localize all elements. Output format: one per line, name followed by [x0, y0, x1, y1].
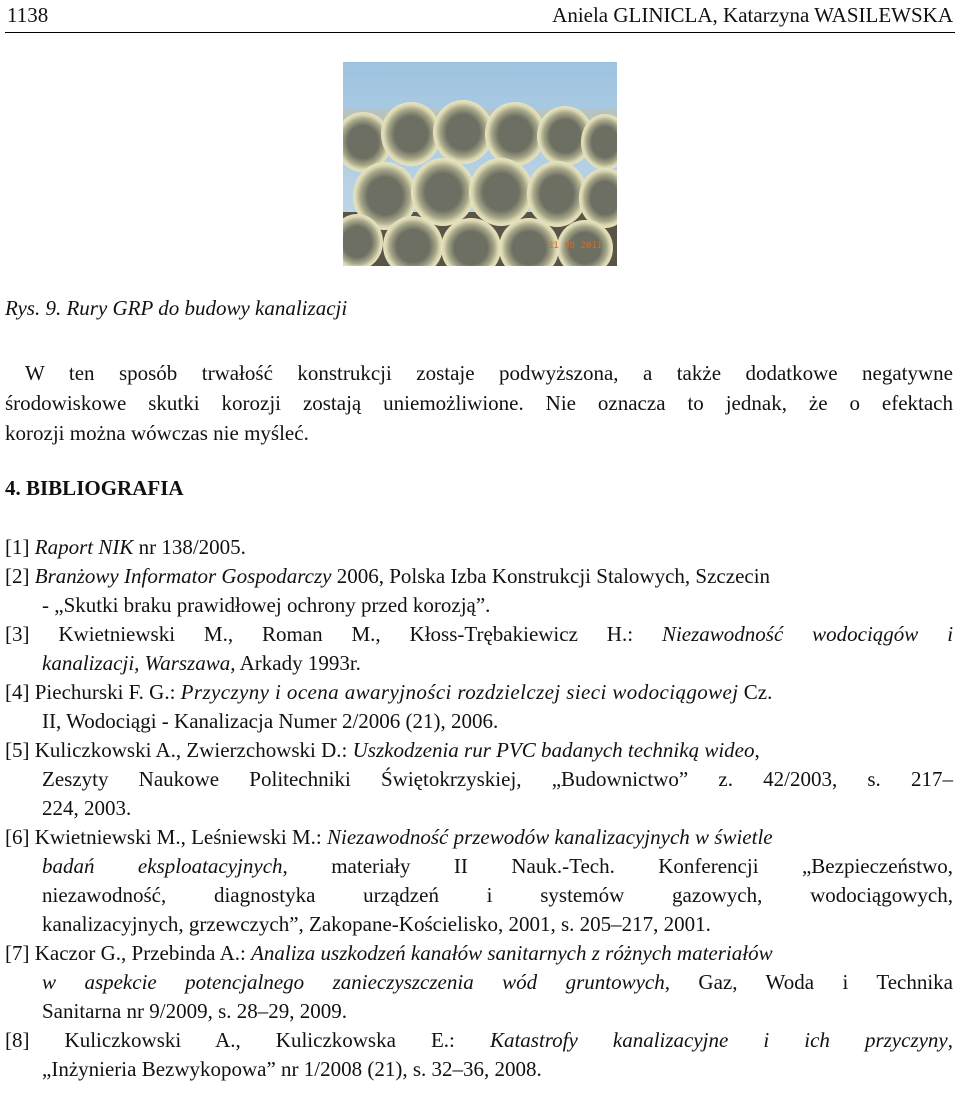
ref-details: , materiały II Nauk.-Tech. Konferencji „Bezpieczeństwo,	[282, 854, 953, 878]
ref-details: Zeszyty Naukowe Politechniki Świętokrzyskiej, „Budownictwo” z. 42/2003, s. 217–	[42, 767, 953, 791]
photo-date-stamp: 21 08 2011	[548, 241, 603, 251]
ref-number: [3]	[5, 622, 30, 646]
ref-title: Niezawodność przewodów kanalizacyjnych w świetle	[326, 825, 773, 849]
reference-3	[5, 620, 953, 678]
ref-details: Gaz, Woda i Technika	[670, 970, 953, 994]
ref-details: Arkady 1993r.	[235, 651, 361, 675]
reference-1	[5, 533, 953, 562]
ref-details: nr 138/2005.	[133, 535, 246, 559]
ref-number: [2]	[5, 564, 30, 588]
ref-number: [1]	[5, 535, 30, 559]
ref-number: [7]	[5, 941, 30, 965]
section-title: 4. BIBLIOGRAFIA	[5, 476, 184, 500]
reference-8	[5, 1026, 953, 1084]
ref-details: ,	[947, 1028, 954, 1052]
ref-title: Analiza uszkodzeń kanałów sanitarnych z różnych materiałów	[251, 941, 773, 965]
figure-photo	[343, 62, 617, 266]
ref-details: 2006, Polska Izba Konstrukcji Stalowych, Szczecin	[331, 564, 771, 588]
ref-title: Przyczyny i ocena awaryjności rozdzielczej sieci wodociągowej	[180, 680, 739, 704]
ref-number: [4]	[5, 680, 30, 704]
ref-authors: Kuliczkowski A., Kuliczkowska E.:	[64, 1028, 455, 1052]
page-number: 1138	[7, 3, 49, 27]
ref-title: Niezawodność wodociągów i	[661, 622, 954, 646]
reference-7	[5, 939, 953, 1026]
ref-details: II, Wodociągi - Kanalizacja Numer 2/2006 (21), 2006.	[42, 709, 499, 733]
page-header	[5, 0, 955, 33]
ref-details: ,	[754, 738, 760, 762]
ref-title: Raport NIK	[34, 535, 134, 559]
reference-2	[5, 562, 953, 620]
ref-number: [5]	[5, 738, 30, 762]
paragraph-line: środowiskowe skutki korozji zostają uniemożliwione. Nie oznacza to jednak, że o efektach	[5, 391, 953, 415]
ref-title: badań eksploatacyjnych	[42, 854, 283, 878]
ref-details: 224, 2003.	[42, 796, 132, 820]
ref-number: [6]	[5, 825, 30, 849]
ref-authors: Kwietniewski M., Roman M., Kłoss-Trębakiewicz H.:	[58, 622, 634, 646]
ref-details: Cz.	[738, 680, 773, 704]
body-paragraph	[5, 358, 953, 448]
reference-6	[5, 823, 953, 939]
ref-title: w aspekcie potencjalnego zanieczyszczenia wód gruntowych,	[42, 970, 670, 994]
ref-authors: Kwietniewski M., Leśniewski M.:	[34, 825, 322, 849]
ref-authors: Kaczor G., Przebinda A.:	[34, 941, 246, 965]
ref-title: Branżowy Informator Gospodarczy	[34, 564, 332, 588]
ref-details: - „Skutki braku prawidłowej ochrony przed korozją”.	[42, 593, 491, 617]
paragraph-line: W ten sposób trwałość konstrukcji zostaje podwyższona, a także dodatkowe negatywne	[25, 361, 953, 385]
ref-authors: Kuliczkowski A., Zwierzchowski D.:	[34, 738, 348, 762]
ref-details: niezawodność, diagnostyka urządzeń i systemów gazowych, wodociągowych,	[42, 883, 953, 907]
ref-details: Sanitarna nr 9/2009, s. 28–29, 2009.	[42, 999, 348, 1023]
ref-title: Uszkodzenia rur PVC badanych techniką wideo	[352, 738, 755, 762]
bibliography-list	[5, 533, 953, 1084]
ref-title: kanalizacji, Warszawa,	[42, 651, 236, 675]
ref-authors: Piechurski F. G.:	[34, 680, 176, 704]
ref-title: Katastrofy kanalizacyjne i ich przyczyny	[489, 1028, 948, 1052]
ref-details: „Inżynieria Bezwykopowa” nr 1/2008 (21), s. 32–36, 2008.	[42, 1057, 542, 1081]
reference-4	[5, 678, 953, 736]
running-authors: Aniela GLINICLA, Katarzyna WASILEWSKA	[552, 3, 953, 27]
ref-number: [8]	[5, 1028, 30, 1052]
ref-details: kanalizacyjnych, grzewczych”, Zakopane-Kościelisko, 2001, s. 205–217, 2001.	[42, 912, 711, 936]
figure-caption: Rys. 9. Rury GRP do budowy kanalizacji	[5, 296, 348, 320]
paragraph-line: korozji można wówczas nie myśleć.	[5, 421, 309, 445]
reference-5	[5, 736, 953, 823]
